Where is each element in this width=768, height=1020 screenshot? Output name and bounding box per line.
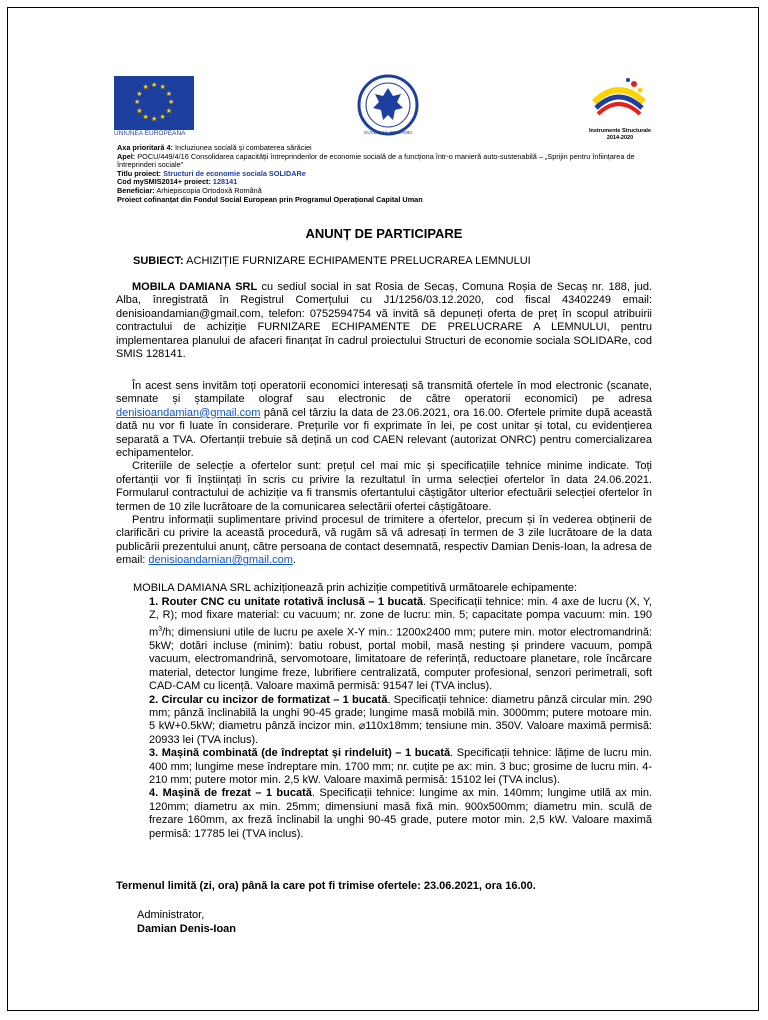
eu-star-icon: ★: [134, 99, 141, 106]
item-name: 1. Router CNC cu unitate rotativă inclusă – 1 bucată: [149, 596, 423, 608]
list-item: [149, 596, 652, 694]
document-title: ANUNȚ DE PARTICIPARE: [305, 226, 463, 241]
equipment-list: [149, 596, 652, 841]
beneficiar-label: Beneficiar:: [117, 185, 155, 195]
eu-star-icon: ★: [168, 99, 175, 106]
item-name: 2. Circular cu incizor de formatizat – 1 bucată: [149, 693, 388, 706]
paragraph-2: [116, 380, 652, 568]
apel-label: Apel:: [117, 151, 136, 161]
apel-line: [117, 153, 657, 170]
cod-value: 128141: [210, 177, 238, 187]
axa-value: Incluziunea socială și combaterea sărăciei: [172, 143, 312, 152]
paragraph-1: [116, 281, 652, 361]
eu-star-icon: ★: [136, 107, 143, 115]
item-name: 3. Mașină combinată (de îndreptat și rindeluit) – 1 bucată: [149, 747, 451, 760]
item-spec-post: /h; dimensiuni utile de lucru pe axele X-Y min.: 1200x2400 mm; putere min. motor electromandrină: 5kW; dotări incluse (minim): batiu robust, portal mobil, masă nesting și prindere vacuum, pompă vacuum, electromandrină, servomotoare, limitatoare de referință, reductoare planetare, role încărcare material, detector lungime freze, lubrifiere centralizată, computer profesional, senzori perimetrali, soft CAD-CAM cu licență. Valoare maximă permisă: 91547 lei (TVA inclus).: [149, 626, 652, 693]
structural-instruments-logo-icon: [588, 72, 650, 124]
eu-star-icon: ★: [165, 107, 172, 115]
eu-star-icon: ★: [159, 84, 166, 92]
admin-name: Damian Denis-Ioan: [137, 923, 237, 935]
cod-label: Cod mySMIS2014+ proiect:: [117, 177, 211, 187]
company-name: MOBILA DAMIANA SRL: [132, 281, 258, 293]
item-spec: . Specificații tehnice: lățime de lucru min. 400 mm; lungime mese îndreptare min. 1700 mm; nr. cuțite pe ax: min. 3 buc; grosime de lucru min. 4-210 mm; putere motor min. 2,5 kW. Valoare maximă permisă: 15102 lei (TVA inclus).: [149, 747, 653, 786]
titlu-value: Structuri de economie sociala SOLIDARe: [161, 168, 306, 178]
eu-star-icon: ★: [142, 113, 149, 121]
eu-star-icon: ★: [165, 90, 172, 98]
apel-value: POCU/449/4/16 Consolidarea capacității întreprinderilor de economie socială de a funcționa într-o manieră auto-sustenabilă – „Sprijin pentru înființarea de întreprinderi sociale": [117, 151, 635, 170]
is-caption-line-1: Instrumente Structurale: [588, 128, 652, 134]
beneficiar-value: Arhiepiscopia Ortodoxă Română: [154, 185, 262, 195]
eu-caption: UNIUNEA EUROPEANĂ: [114, 130, 186, 137]
subject-line: [133, 255, 531, 267]
items-intro: [133, 582, 652, 595]
email-link[interactable]: denisioandamian@gmail.com: [148, 554, 293, 567]
structural-instruments-caption: [580, 128, 660, 142]
item-spec: . Specificații tehnice: lungime ax min. 140mm; lungime utilă ax min. 120mm; diametru ax min. 25mm; dimensiuni masă fixă min. 900x500mm; diametru min. sculă de frezare 160mm, ax freză înclinabil la unghi 90-45 grade, putere motor min. 2,5 kW. Valoare maximă permisă: 17785 lei (TVA inclus).: [149, 787, 653, 840]
cofinantat-text: Proiect cofinanțat din Fondul Social European prin Programul Operațional Capital Uman: [117, 194, 423, 204]
paragraph-2-text-b: până cel târziu la data de 23.06.2021, ora 16.00. Ofertele primite după această dată nu vor fi luate în considerare. Prețurile vor fi exprimate în lei, pe cost unitar și total, cu evidențierea separată a TVA. Ofertanții trebuie să dețină un cod CAEN relevant (autorizat ONRC) pentru comercializarea echipamentelor.: [116, 406, 652, 460]
paragraph-3-text: Criteriile de selecție a ofertelor sunt: prețul cel mai mic și specificațiile tehnice minime indicate. Toți ofertanții vor fi înștiințați în scris cu privire la rezultatul în urma selecției ofertelor în data 24.06.2021. Formularul contractului de achiziție va fi transmis ofertantului câștigător ulterior efectuării selecției ofertelor în termen de 10 zile lucrătoare de la comunicarea selectării ofertei câștigătoare.: [116, 460, 652, 513]
subject-label: SUBIECT:: [133, 255, 184, 267]
paragraph-2-text-a: În acest sens invităm toți operatorii economici interesați să transmită ofertele în mod electronic (scanate, semnate și ștampilate olograf sau electronic de către operatorii economici) pe adresa: [116, 380, 652, 406]
is-caption-line-2: 2014-2020: [606, 135, 634, 141]
eu-star-icon: ★: [151, 116, 158, 123]
items-intro-text: MOBILA DAMIANA SRL achiziționează prin achiziție competitivă următoarele echipamente:: [133, 582, 578, 594]
eu-star-icon: ★: [142, 84, 149, 92]
eu-star-icon: ★: [136, 90, 143, 98]
signature-block: [137, 908, 236, 936]
paragraph-4-text-b: .: [292, 554, 296, 567]
titlu-label: Titlu proiect:: [117, 168, 162, 178]
paragraph-1-text: cu sediul social in sat Rosia de Secaș, Comuna Roșia de Secaș nr. 188, jud. Alba, înregistrată în Registrul Comerțului cu J1/1256/03.12.2020, cod fiscal 43402249 email: denisioandamian@gmail.com, telefon: 0752594754 vă invită să depuneți oferta de preț în scopul atribuirii contractului de achiziție FURNIZARE ECHIPAMENTE DE PRELUCRARE A LEMNULUI, pentru implementarea planului de afaceri finanțat în cadrul proiectului Structuri de economie sociala SOLIDARe, cod SMIS 128141.: [116, 281, 652, 361]
item-spec: . Specificații tehnice: diametru pânză circular min. 290 mm; pânză înclinabilă la unghi 90-45 grade; lungime masă mobilă min. 3000mm; putere motoare min. 5 kW+0.5kW; diametru pânză incizor min. ⌀110x18mm; tensiune min. 350V. Valoare maximă permisă: 20933 lei (TVA inclus).: [149, 693, 652, 746]
eu-star-icon: ★: [159, 113, 166, 121]
list-item: [149, 694, 652, 748]
list-item: [149, 787, 652, 841]
paragraph-4-text-a: Pentru informații suplimentare privind procesul de trimitere a ofertelor, precum și în vederea obținerii de clarificări cu privire la această procedură, vă rugăm să vă adresați în termen de 3 zile lucrătoare de la data publicării prezentului anunț, către persoana de contact desemnată, respectiv Damian Denis-Ioan, la adresa de email:: [116, 514, 652, 567]
item-sup: 3: [158, 625, 163, 633]
subject-value: ACHIZIȚIE FURNIZARE ECHIPAMENTE PRELUCRAREA LEMNULUI: [183, 255, 531, 267]
deadline-line: Termenul limită (zi, ora) până la care pot fi trimise ofertele: 23.06.2021, ora 16.00.: [116, 880, 536, 892]
project-info: [117, 144, 657, 204]
email-link[interactable]: denisioandamian@gmail.com: [116, 406, 261, 419]
list-item: [149, 747, 652, 787]
logo-bar: [114, 72, 654, 142]
romanian-government-logo-icon: [357, 72, 419, 138]
admin-role: Administrator,: [137, 909, 205, 921]
eu-flag-icon: [114, 76, 194, 130]
axa-label: Axa prioritară 4:: [117, 143, 173, 152]
item-name: 4. Mașină de frezat – 1 bucată: [149, 787, 312, 800]
item-spec: . Specificații tehnice: min. 4 axe de lucru (X, Y, Z, R); mod fixare material: cu vacuum; nr. zone de lucru: min. 5; capacitate pompa vacuum: min. 190 m: [149, 596, 652, 639]
eu-star-icon: ★: [151, 82, 158, 89]
gov-logo-text: GUVERNUL ROMÂNIEI: [363, 130, 413, 135]
cofinantat-line: [117, 196, 657, 205]
